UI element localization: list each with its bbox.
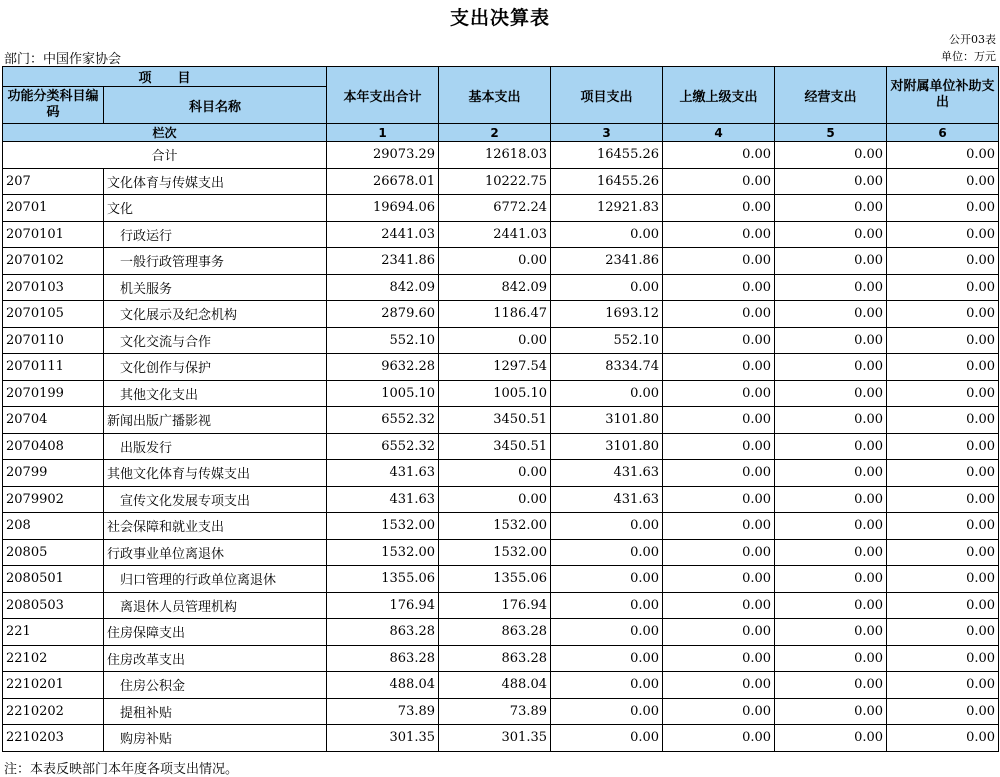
amount-cell: 0.00 <box>887 619 999 646</box>
amount-cell: 0.00 <box>887 407 999 434</box>
amount-cell: 19694.06 <box>327 195 439 222</box>
amount-cell: 1693.12 <box>551 301 663 328</box>
amount-cell: 0.00 <box>551 566 663 593</box>
subject-code: 2210202 <box>3 698 104 725</box>
header-col-project: 项目支出 <box>551 67 663 124</box>
amount-cell: 0.00 <box>887 195 999 222</box>
subject-code: 2070111 <box>3 354 104 381</box>
subject-name: 社会保障和就业支出 <box>104 513 327 540</box>
amount-cell: 0.00 <box>775 513 887 540</box>
amount-cell: 0.00 <box>887 168 999 195</box>
index-cell: 1 <box>327 124 439 142</box>
table-row <box>3 460 999 487</box>
amount-cell: 0.00 <box>887 566 999 593</box>
subject-name: 文化 <box>104 195 327 222</box>
amount-cell: 0.00 <box>887 248 999 275</box>
amount-cell: 1005.10 <box>327 380 439 407</box>
amount-cell: 176.94 <box>327 592 439 619</box>
header-col-upper: 上缴上级支出 <box>663 67 775 124</box>
amount-cell: 26678.01 <box>327 168 439 195</box>
amount-cell: 0.00 <box>663 301 775 328</box>
amount-cell: 0.00 <box>663 566 775 593</box>
amount-cell: 0.00 <box>663 486 775 513</box>
subject-name: 新闻出版广播影视 <box>104 407 327 434</box>
amount-cell: 0.00 <box>439 460 551 487</box>
amount-cell: 0.00 <box>551 513 663 540</box>
subject-name: 住房保障支出 <box>104 619 327 646</box>
amount-cell: 0.00 <box>775 407 887 434</box>
amount-cell: 0.00 <box>775 221 887 248</box>
amount-cell: 0.00 <box>551 725 663 752</box>
amount-cell: 0.00 <box>663 142 775 169</box>
amount-cell: 0.00 <box>439 486 551 513</box>
amount-cell: 0.00 <box>775 274 887 301</box>
amount-cell: 0.00 <box>887 672 999 699</box>
footnote: 注：本表反映部门本年度各项支出情况。 <box>4 762 239 777</box>
table-row <box>3 354 999 381</box>
table-row <box>3 592 999 619</box>
amount-cell: 301.35 <box>327 725 439 752</box>
subject-code: 2210203 <box>3 725 104 752</box>
subject-code: 221 <box>3 619 104 646</box>
table-row <box>3 698 999 725</box>
amount-cell: 2341.86 <box>551 248 663 275</box>
header-col-subsidiary: 对附属单位补助支出 <box>887 67 999 124</box>
subject-code: 2070103 <box>3 274 104 301</box>
amount-cell: 0.00 <box>551 274 663 301</box>
amount-cell: 0.00 <box>663 221 775 248</box>
amount-cell: 0.00 <box>775 327 887 354</box>
header-col-operating: 经营支出 <box>775 67 887 124</box>
subject-code: 2070101 <box>3 221 104 248</box>
amount-cell: 0.00 <box>551 221 663 248</box>
amount-cell: 0.00 <box>775 539 887 566</box>
amount-cell: 0.00 <box>775 725 887 752</box>
subject-name: 文化交流与合作 <box>104 327 327 354</box>
amount-cell: 0.00 <box>775 592 887 619</box>
amount-cell: 0.00 <box>663 327 775 354</box>
page-title: 支出决算表 <box>449 7 550 29</box>
amount-cell: 1005.10 <box>439 380 551 407</box>
subject-code: 20704 <box>3 407 104 434</box>
amount-cell: 1186.47 <box>439 301 551 328</box>
amount-cell: 0.00 <box>887 486 999 513</box>
table-row <box>3 168 999 195</box>
amount-cell: 842.09 <box>327 274 439 301</box>
amount-cell: 1532.00 <box>327 513 439 540</box>
amount-cell: 6772.24 <box>439 195 551 222</box>
subject-name: 宣传文化发展专项支出 <box>104 486 327 513</box>
amount-cell: 0.00 <box>663 274 775 301</box>
amount-cell: 0.00 <box>887 380 999 407</box>
amount-cell: 0.00 <box>551 380 663 407</box>
amount-cell: 0.00 <box>663 592 775 619</box>
amount-cell: 12921.83 <box>551 195 663 222</box>
amount-cell: 0.00 <box>775 486 887 513</box>
amount-cell: 1532.00 <box>327 539 439 566</box>
subject-name: 归口管理的行政单位离退休 <box>104 566 327 593</box>
amount-cell: 0.00 <box>439 248 551 275</box>
amount-cell: 0.00 <box>663 619 775 646</box>
subject-name: 其他文化支出 <box>104 380 327 407</box>
amount-cell: 0.00 <box>775 645 887 672</box>
index-cell: 6 <box>887 124 999 142</box>
amount-cell: 16455.26 <box>551 168 663 195</box>
index-cell: 5 <box>775 124 887 142</box>
amount-cell: 0.00 <box>663 248 775 275</box>
amount-cell: 0.00 <box>663 725 775 752</box>
amount-cell: 0.00 <box>887 645 999 672</box>
amount-cell: 1532.00 <box>439 539 551 566</box>
table-row <box>3 327 999 354</box>
amount-cell: 12618.03 <box>439 142 551 169</box>
amount-cell: 0.00 <box>775 460 887 487</box>
table-row <box>3 672 999 699</box>
amount-cell: 0.00 <box>551 619 663 646</box>
amount-cell: 0.00 <box>887 698 999 725</box>
amount-cell: 0.00 <box>663 460 775 487</box>
table-row <box>3 539 999 566</box>
amount-cell: 0.00 <box>551 645 663 672</box>
subject-name: 文化创作与保护 <box>104 354 327 381</box>
header-col-total: 本年支出合计 <box>327 67 439 124</box>
amount-cell: 0.00 <box>887 433 999 460</box>
amount-cell: 0.00 <box>663 168 775 195</box>
amount-cell: 863.28 <box>439 645 551 672</box>
amount-cell: 0.00 <box>775 195 887 222</box>
total-label: 合计 <box>3 142 327 169</box>
amount-cell: 0.00 <box>887 327 999 354</box>
table-row <box>3 301 999 328</box>
table-row <box>3 274 999 301</box>
table-row <box>3 195 999 222</box>
amount-cell: 3101.80 <box>551 407 663 434</box>
table-row <box>3 380 999 407</box>
amount-cell: 1355.06 <box>439 566 551 593</box>
subject-code: 20799 <box>3 460 104 487</box>
unit-label: 单位：万元 <box>941 50 996 63</box>
amount-cell: 0.00 <box>775 168 887 195</box>
subject-name: 文化展示及纪念机构 <box>104 301 327 328</box>
subject-code: 2070110 <box>3 327 104 354</box>
amount-cell: 0.00 <box>663 698 775 725</box>
amount-cell: 0.00 <box>663 195 775 222</box>
amount-cell: 863.28 <box>439 619 551 646</box>
subject-code: 2080503 <box>3 592 104 619</box>
subject-code: 2080501 <box>3 566 104 593</box>
table-row <box>3 566 999 593</box>
header-col-basic: 基本支出 <box>439 67 551 124</box>
amount-cell: 0.00 <box>887 592 999 619</box>
amount-cell: 0.00 <box>887 221 999 248</box>
header-code: 功能分类科目编码 <box>3 87 104 124</box>
amount-cell: 6552.32 <box>327 433 439 460</box>
amount-cell: 10222.75 <box>439 168 551 195</box>
amount-cell: 73.89 <box>439 698 551 725</box>
amount-cell: 9632.28 <box>327 354 439 381</box>
amount-cell: 3450.51 <box>439 433 551 460</box>
amount-cell: 863.28 <box>327 645 439 672</box>
amount-cell: 0.00 <box>887 725 999 752</box>
amount-cell: 431.63 <box>551 486 663 513</box>
amount-cell: 0.00 <box>775 698 887 725</box>
amount-cell: 0.00 <box>775 142 887 169</box>
amount-cell: 8334.74 <box>551 354 663 381</box>
amount-cell: 0.00 <box>775 380 887 407</box>
amount-cell: 0.00 <box>663 539 775 566</box>
amount-cell: 488.04 <box>327 672 439 699</box>
subject-code: 2070105 <box>3 301 104 328</box>
table-row <box>3 221 999 248</box>
amount-cell: 0.00 <box>663 672 775 699</box>
expenditure-table <box>2 66 999 752</box>
amount-cell: 431.63 <box>327 486 439 513</box>
header-name: 科目名称 <box>104 87 327 124</box>
amount-cell: 29073.29 <box>327 142 439 169</box>
amount-cell: 0.00 <box>775 672 887 699</box>
table-row <box>3 433 999 460</box>
subject-code: 2079902 <box>3 486 104 513</box>
amount-cell: 176.94 <box>439 592 551 619</box>
subject-name: 住房改革支出 <box>104 645 327 672</box>
amount-cell: 0.00 <box>439 327 551 354</box>
table-row <box>3 619 999 646</box>
subject-name: 机关服务 <box>104 274 327 301</box>
table-row <box>3 248 999 275</box>
table-row <box>3 407 999 434</box>
subject-code: 22102 <box>3 645 104 672</box>
amount-cell: 6552.32 <box>327 407 439 434</box>
amount-cell: 1297.54 <box>439 354 551 381</box>
subject-code: 207 <box>3 168 104 195</box>
amount-cell: 1355.06 <box>327 566 439 593</box>
subject-name: 行政事业单位离退休 <box>104 539 327 566</box>
subject-name: 文化体育与传媒支出 <box>104 168 327 195</box>
amount-cell: 2441.03 <box>439 221 551 248</box>
amount-cell: 2341.86 <box>327 248 439 275</box>
subject-name: 其他文化体育与传媒支出 <box>104 460 327 487</box>
subject-name: 住房公积金 <box>104 672 327 699</box>
amount-cell: 0.00 <box>775 619 887 646</box>
amount-cell: 0.00 <box>663 513 775 540</box>
amount-cell: 863.28 <box>327 619 439 646</box>
subject-name: 出版发行 <box>104 433 327 460</box>
amount-cell: 0.00 <box>887 539 999 566</box>
amount-cell: 0.00 <box>551 539 663 566</box>
amount-cell: 3450.51 <box>439 407 551 434</box>
amount-cell: 0.00 <box>663 433 775 460</box>
subject-name: 一般行政管理事务 <box>104 248 327 275</box>
amount-cell: 0.00 <box>887 142 999 169</box>
department-label: 部门：中国作家协会 <box>4 52 122 67</box>
subject-code: 2070102 <box>3 248 104 275</box>
amount-cell: 431.63 <box>551 460 663 487</box>
amount-cell: 0.00 <box>887 513 999 540</box>
amount-cell: 0.00 <box>775 566 887 593</box>
amount-cell: 0.00 <box>775 248 887 275</box>
amount-cell: 73.89 <box>327 698 439 725</box>
amount-cell: 431.63 <box>327 460 439 487</box>
amount-cell: 0.00 <box>775 354 887 381</box>
amount-cell: 488.04 <box>439 672 551 699</box>
subject-name: 提租补贴 <box>104 698 327 725</box>
table-row <box>3 645 999 672</box>
index-cell: 3 <box>551 124 663 142</box>
subject-code: 2210201 <box>3 672 104 699</box>
amount-cell: 0.00 <box>551 592 663 619</box>
amount-cell: 552.10 <box>551 327 663 354</box>
header-item-group: 项 目 <box>3 67 327 87</box>
amount-cell: 0.00 <box>551 698 663 725</box>
table-row <box>3 725 999 752</box>
amount-cell: 0.00 <box>775 301 887 328</box>
amount-cell: 0.00 <box>887 301 999 328</box>
table-row <box>3 513 999 540</box>
amount-cell: 0.00 <box>663 407 775 434</box>
amount-cell: 0.00 <box>663 380 775 407</box>
amount-cell: 16455.26 <box>551 142 663 169</box>
amount-cell: 0.00 <box>887 460 999 487</box>
amount-cell: 2441.03 <box>327 221 439 248</box>
subject-name: 离退休人员管理机构 <box>104 592 327 619</box>
amount-cell: 0.00 <box>887 274 999 301</box>
amount-cell: 552.10 <box>327 327 439 354</box>
subject-code: 2070408 <box>3 433 104 460</box>
index-cell: 2 <box>439 124 551 142</box>
form-number: 公开03表 <box>949 33 996 46</box>
subject-name: 行政运行 <box>104 221 327 248</box>
subject-code: 208 <box>3 513 104 540</box>
amount-cell: 301.35 <box>439 725 551 752</box>
amount-cell: 0.00 <box>663 354 775 381</box>
amount-cell: 0.00 <box>887 354 999 381</box>
index-cell: 4 <box>663 124 775 142</box>
amount-cell: 1532.00 <box>439 513 551 540</box>
subject-code: 20701 <box>3 195 104 222</box>
amount-cell: 0.00 <box>663 645 775 672</box>
amount-cell: 3101.80 <box>551 433 663 460</box>
index-label: 栏次 <box>3 124 327 142</box>
total-row <box>3 142 999 169</box>
amount-cell: 2879.60 <box>327 301 439 328</box>
subject-code: 20805 <box>3 539 104 566</box>
amount-cell: 0.00 <box>551 672 663 699</box>
subject-name: 购房补贴 <box>104 725 327 752</box>
subject-code: 2070199 <box>3 380 104 407</box>
amount-cell: 842.09 <box>439 274 551 301</box>
amount-cell: 0.00 <box>775 433 887 460</box>
table-row <box>3 486 999 513</box>
